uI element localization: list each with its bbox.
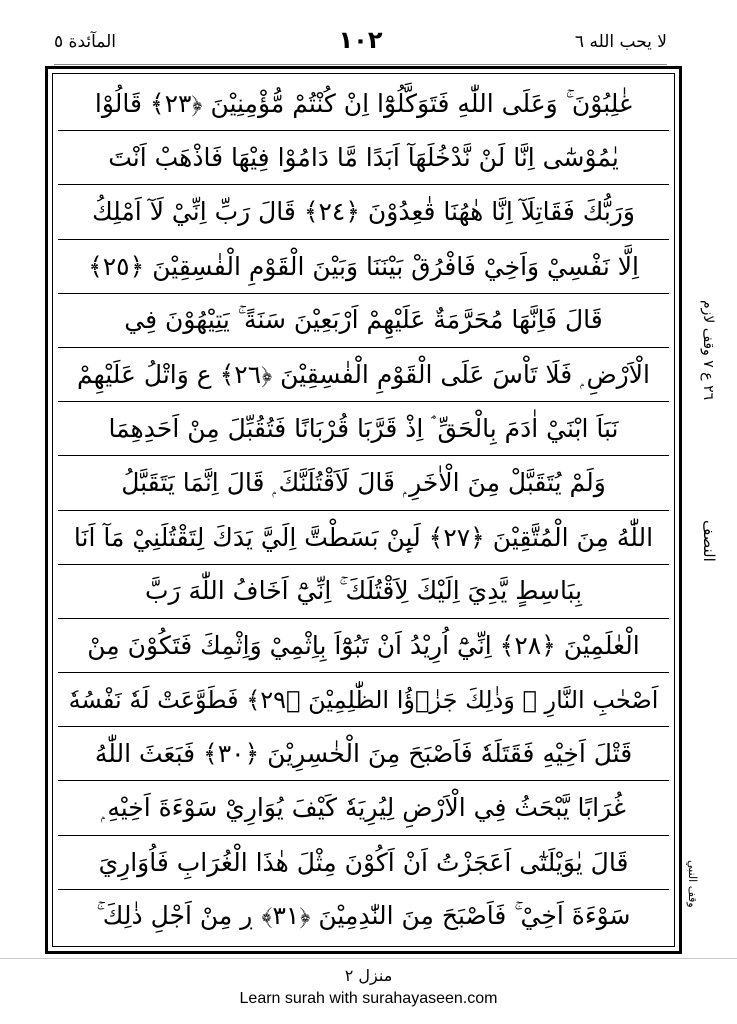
verse-line: يٰمُوْسٰٓى اِنَّا لَنْ نَّدْخُلَهَآ اَبَدًا مَّا دَامُوْا فِيْهَا فَاذْهَبْ اَنْتَ [58, 131, 669, 185]
page-header [54, 26, 667, 66]
verse-line: سَوْءَةَ اَخِيْ ۚ فَاَصْبَحَ مِنَ النّٰدِمِيْنَ ﴿٣١﴾ ڔ مِنْ اَجْلِ ذٰلِكَ ۚ [96, 901, 631, 931]
verse-line: اللّٰهُ مِنَ الْمُتَّقِيْنَ ﴿٢٧﴾ لَىِٕنْ بَسَطْتَّ اِلَيَّ يَدَكَ لِتَقْتُلَنِيْ مَآ اَنَا [58, 511, 669, 565]
verse-line: الْاَرْضِ ۭ فَلَا تَاْسَ عَلَى الْقَوْمِ الْفٰسِقِيْنَ ﴿٢٦﴾ ع وَاتْلُ عَلَيْهِمْ [58, 348, 669, 402]
header-divider [54, 64, 667, 65]
ruku-marker: ٢٦ ع ٧ وقف لازم [700, 300, 716, 401]
manzil-label: منزل ٢ [344, 966, 393, 985]
website-credit: Learn surah with surahayaseen.com [239, 990, 498, 1007]
verse-line: الْعٰلَمِيْنَ ﴿٢٨﴾ اِنِّيْٓ اُرِيْدُ اَنْ تَبُوْٓاَ بِاِثْمِيْ وَاِثْمِكَ فَتَكُوْنَ مِنْ [58, 619, 669, 673]
half-marker: النصف [700, 520, 718, 562]
footer-divider [0, 958, 737, 959]
verse-lines [58, 77, 669, 943]
page-number: ١٠٢ [338, 26, 383, 54]
verse-line: وَرَبُّكَ فَقَاتِلَآ اِنَّا هٰهُنَا قٰعِدُوْنَ ﴿٢٤﴾ قَالَ رَبِّ اِنِّيْ لَآ اَمْلِكُ [58, 185, 669, 239]
verse-line: قَالَ فَاِنَّهَا مُحَرَّمَةٌ عَلَيْهِمْ اَرْبَعِيْنَ سَنَةً ۚ يَتِيْهُوْنَ فِي [58, 294, 669, 348]
verse-line: غٰلِبُوْنَ ۚ وَعَلَى اللّٰهِ فَتَوَكَّلُوْٓا اِنْ كُنْتُمْ مُّؤْمِنِيْنَ ﴿٢٣﴾ قَالُوْا [58, 77, 669, 131]
waqf-marker: وقف النبي [686, 860, 699, 908]
verse-line: بِبَاسِطٍ يَّدِيَ اِلَيْكَ لِاَقْتُلَكَ ۚ اِنِّيْٓ اَخَافُ اللّٰهَ رَبَّ [58, 565, 669, 619]
verse-line: اَصْحٰبِ النَّارِ ۚ وَذٰلِكَ جَزٰۗؤُا الظّٰلِمِيْنَ ﴿٢٩﴾ فَطَوَّعَتْ لَهٗ نَفْسُهٗ [58, 673, 669, 727]
verse-line: غُرَابًا يَّبْحَثُ فِي الْاَرْضِ لِيُرِيَهٗ كَيْفَ يُوَارِيْ سَوْءَةَ اَخِيْهِ ۭ [58, 781, 669, 835]
text-frame [45, 66, 682, 954]
juz-name: لا يحب الله ٦ [574, 32, 667, 52]
surah-name: المآئدة ٥ [54, 32, 117, 52]
verse-line: نَبَاَ ابْنَيْ اٰدَمَ بِالْحَقِّ ۘ اِذْ قَرَّبَا قُرْبَانًا فَتُقُبِّلَ مِنْ اَحَدِهِمَا [58, 402, 669, 456]
verse-line: قَتْلَ اَخِيْهِ فَقَتَلَهٗ فَاَصْبَحَ مِنَ الْخٰسِرِيْنَ ﴿٣٠﴾ فَبَعَثَ اللّٰهُ [58, 727, 669, 781]
verse-line: وَلَمْ يُتَقَبَّلْ مِنَ الْاٰخَرِ ۭ قَالَ لَاَقْتُلَنَّكَ ۭ قَالَ اِنَّمَا يَتَقَبَّلُ [58, 456, 669, 510]
verse-line: اِلَّا نَفْسِيْ وَاَخِيْ فَافْرُقْ بَيْنَنَا وَبَيْنَ الْقَوْمِ الْفٰسِقِيْنَ ﴿٢٥﴾ [58, 240, 669, 294]
verse-line: قَالَ يٰوَيْلَتٰٓى اَعَجَزْتُ اَنْ اَكُوْنَ مِثْلَ هٰذَا الْغُرَابِ فَاُوَارِيَ [58, 836, 669, 890]
